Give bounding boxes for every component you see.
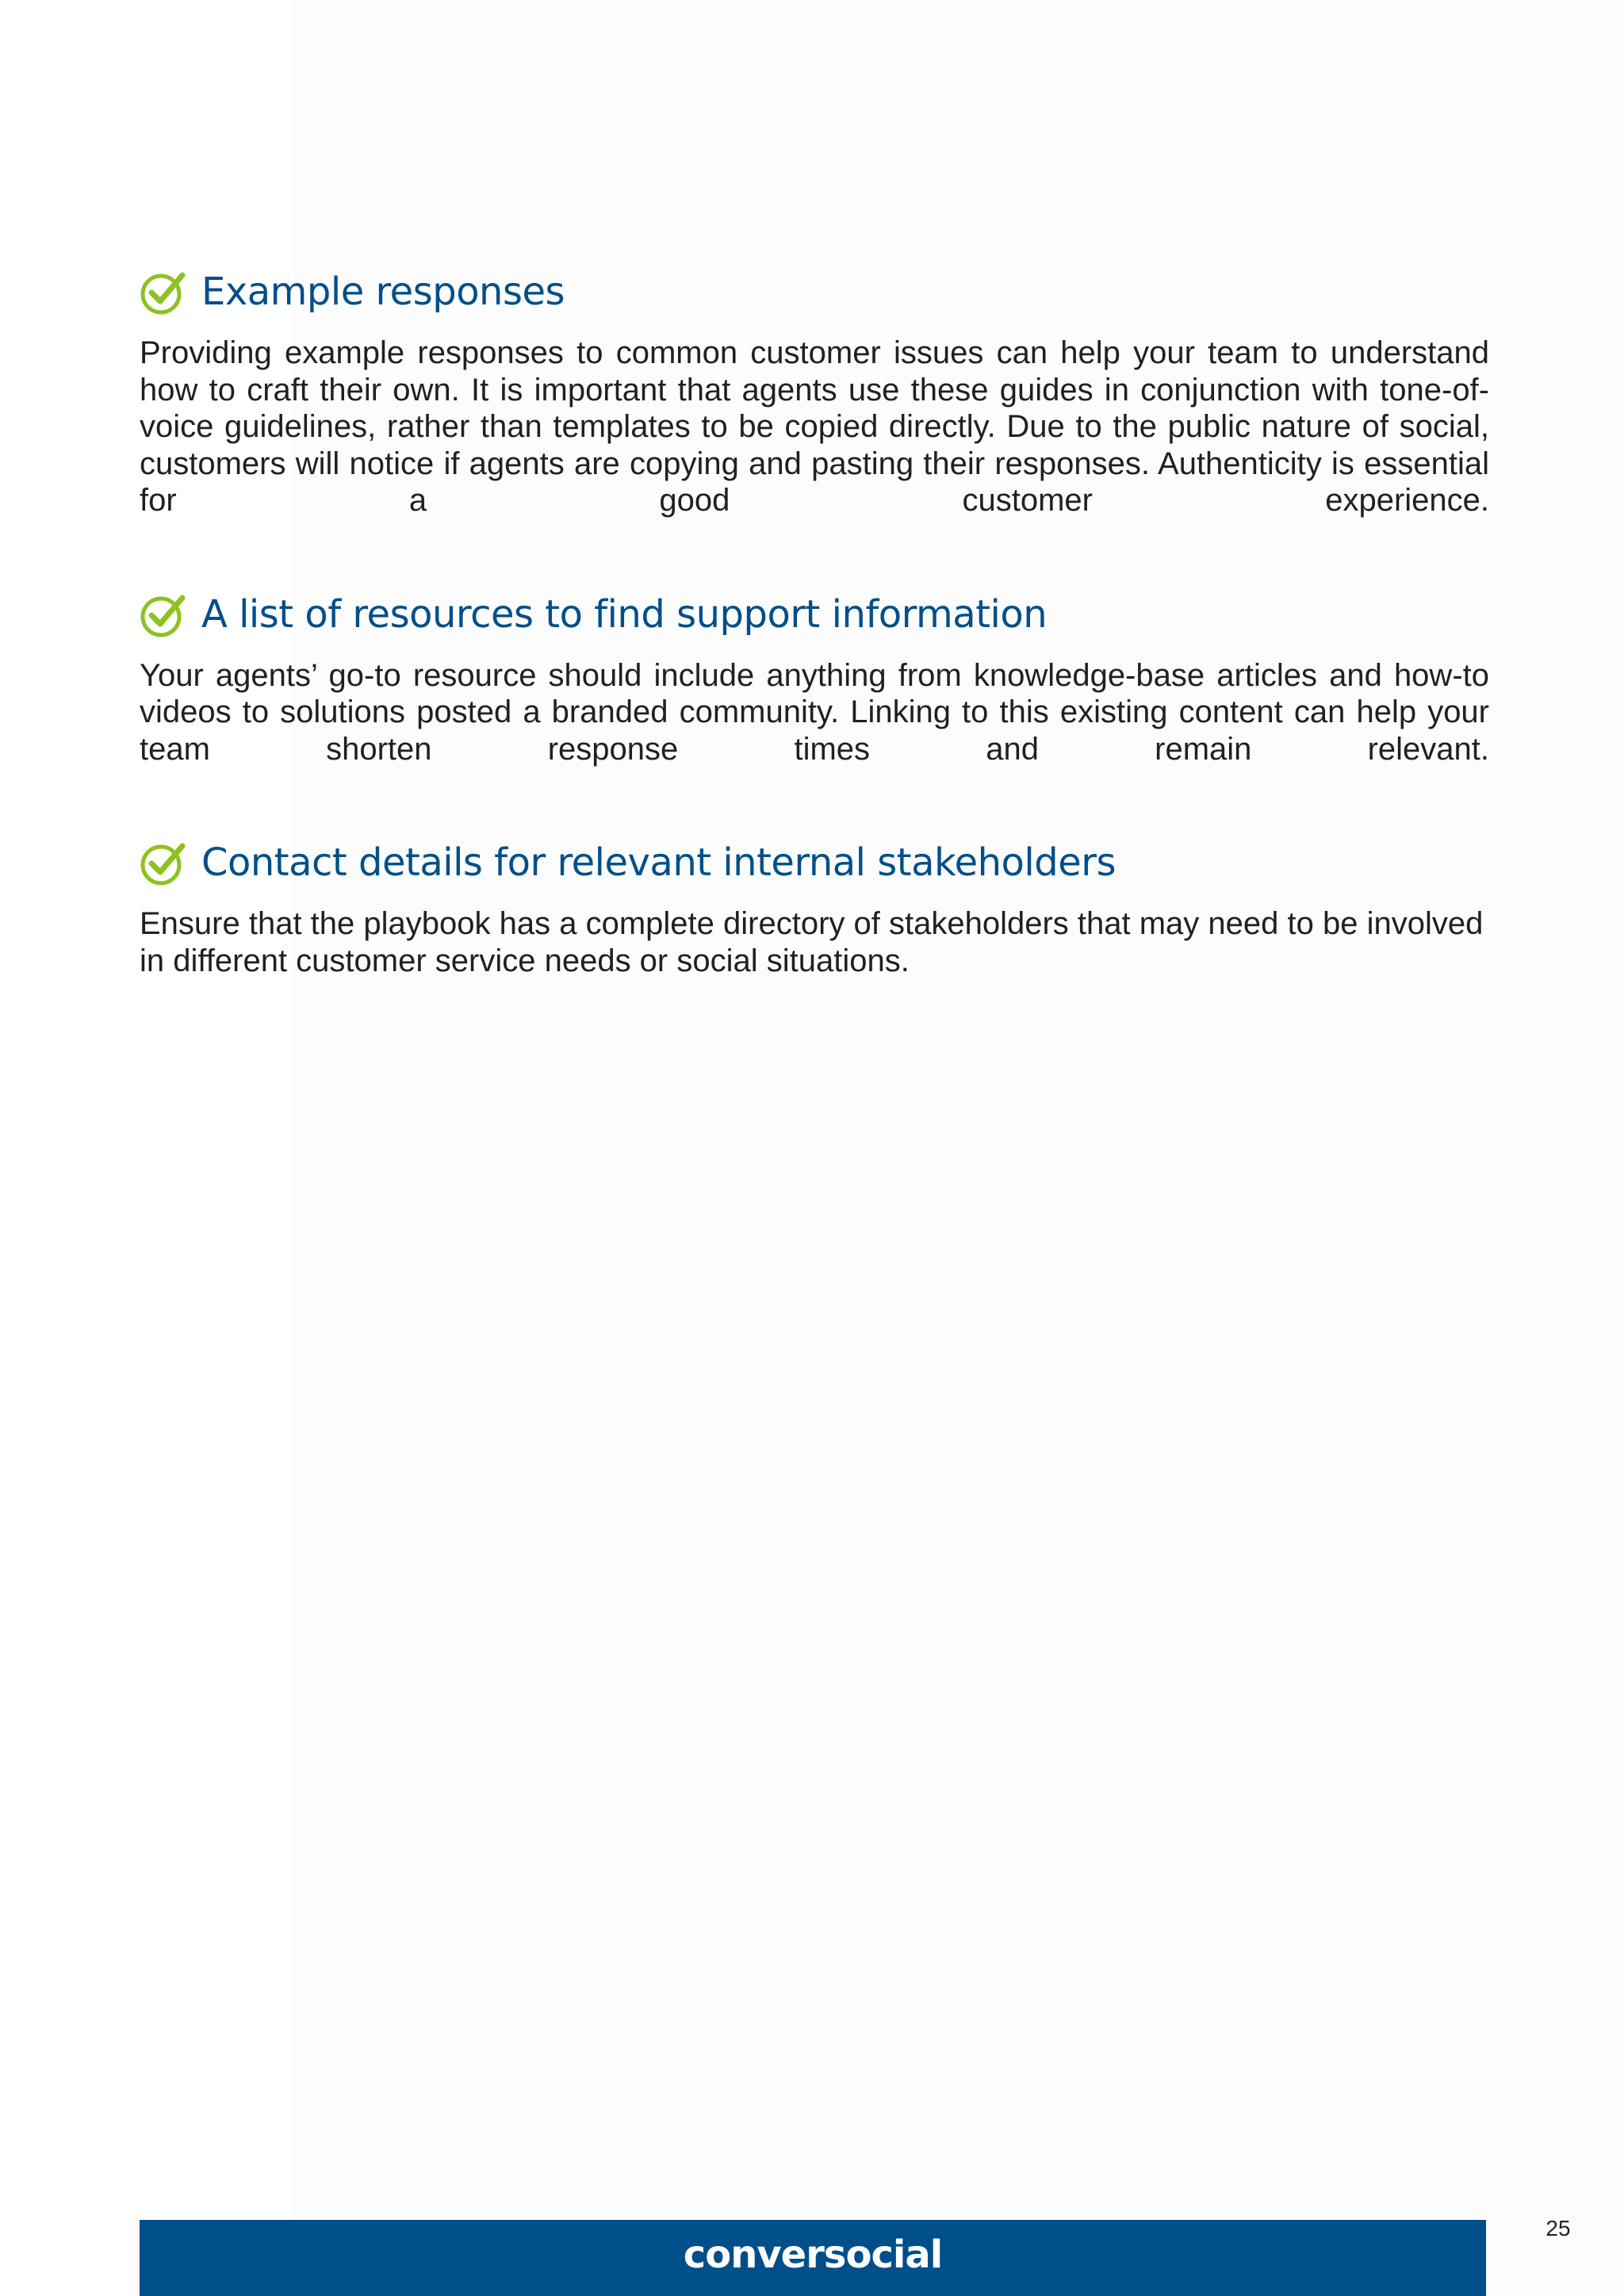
checkmark-circle-icon [140, 268, 187, 316]
section-title: A list of resources to find support information [201, 591, 1048, 637]
section-resources-list [140, 584, 1489, 768]
section-heading [140, 584, 1489, 645]
footer-bar [140, 2220, 1486, 2296]
section-example-responses [140, 262, 1489, 519]
page-number: 25 [1545, 2216, 1571, 2241]
section-heading [140, 262, 1489, 322]
section-title: Example responses [201, 270, 565, 314]
conversocial-logo: conversocial [683, 2233, 943, 2277]
section-heading [140, 832, 1489, 893]
section-body: Ensure that the playbook has a complete directory of stakeholders that may need to be involved in different customer service needs or social situations. [140, 906, 1484, 978]
section-contact-details [140, 832, 1489, 979]
section-title: Contact details for relevant internal stakeholders [201, 840, 1116, 885]
section-body: Providing example responses to common customer issues can help your team to understand how to craft their own. It is important that agents use these guides in conjunction with tone-of-voice guidelines, rather than templates to be copied directly. Due to the public nature of social, customers will notice if agents are copying and pasting their responses. Authenticity is essential for a good customer experience. [140, 335, 1489, 518]
section-body: Your agents’ go-to resource should include anything from knowledge-base articles and how-to videos to solutions posted a branded community. Linking to this existing content can help your team shorten response times and remain relevant. [140, 657, 1489, 767]
checkmark-circle-icon [140, 839, 187, 886]
page-content [140, 262, 1489, 1044]
checkmark-circle-icon [140, 591, 187, 638]
